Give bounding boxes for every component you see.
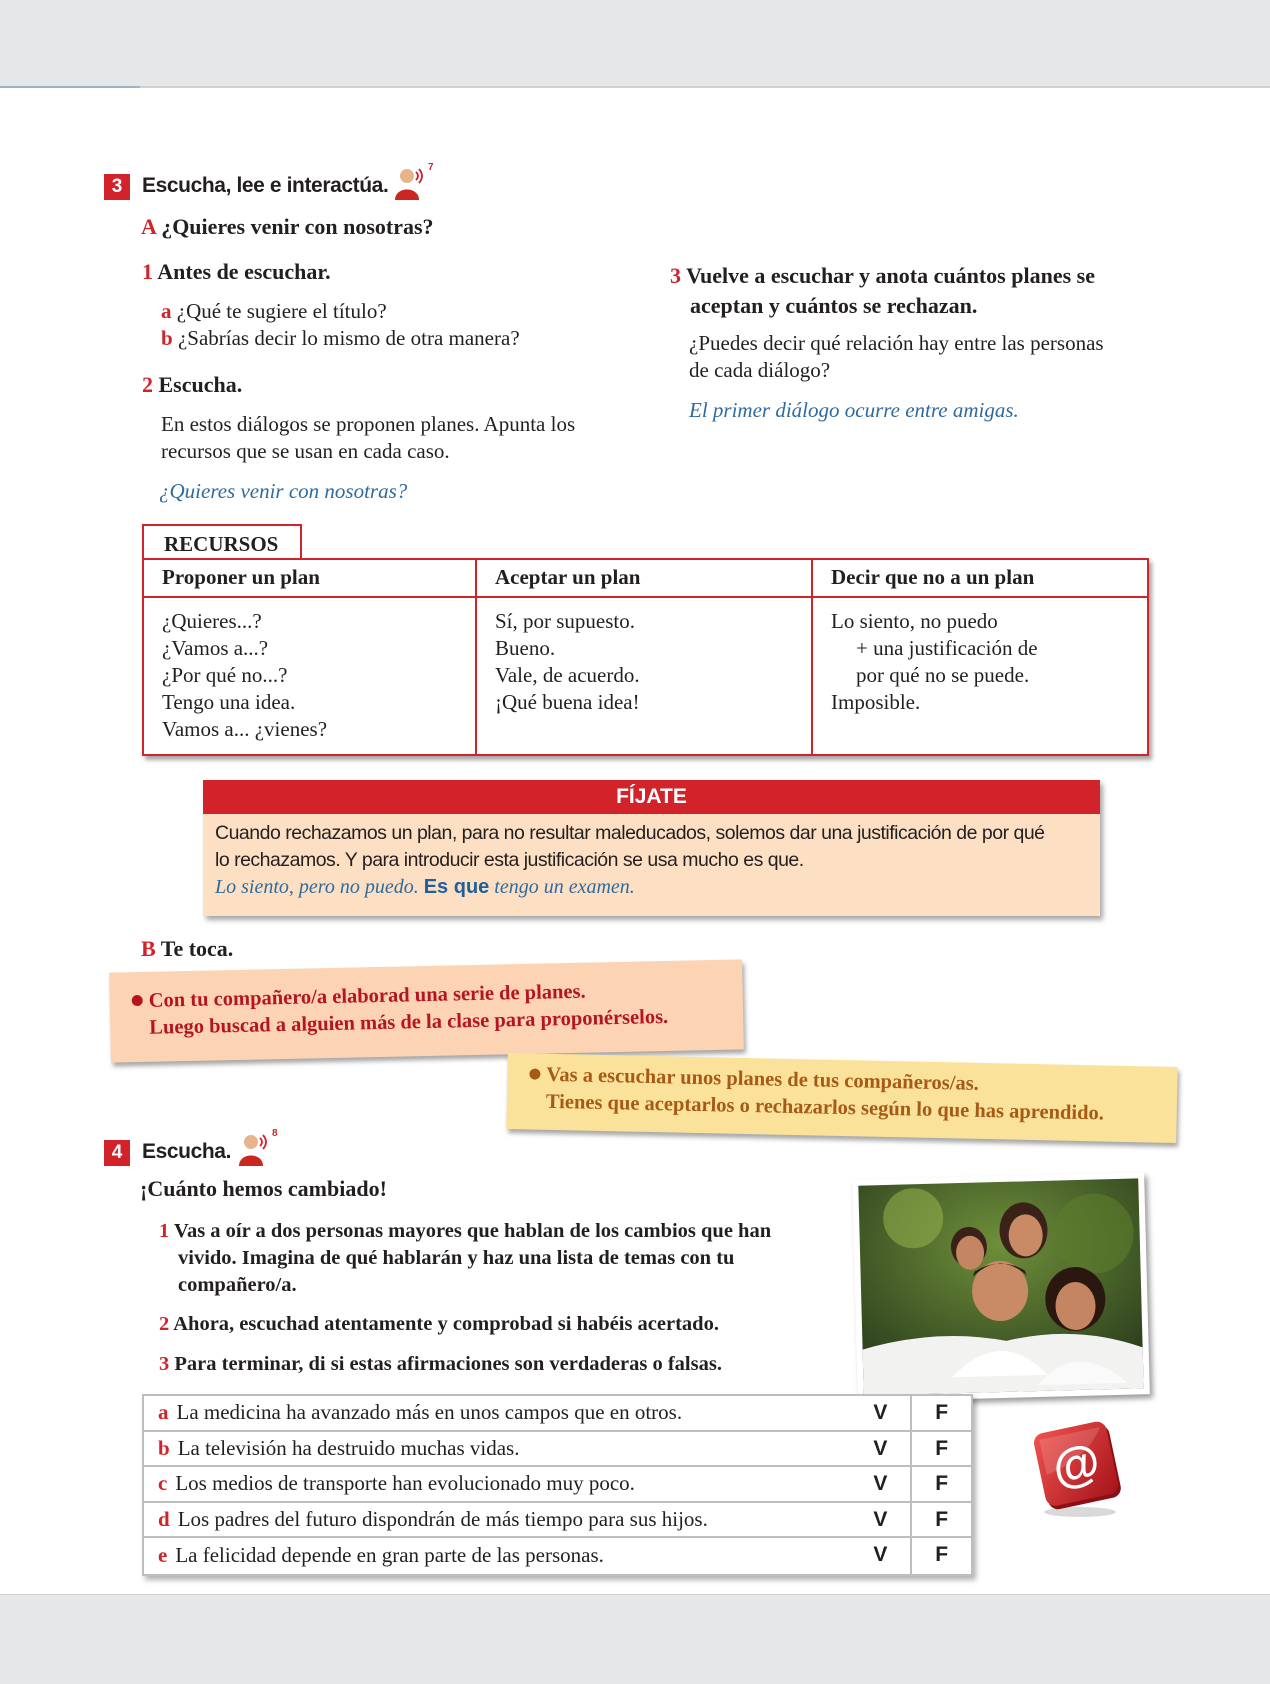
resource-item: Tengo una idea. [162,690,296,714]
fijate-example [215,874,1100,901]
statement-text: Los medios de transporte han evolucionado muy poco. [175,1471,635,1496]
text-line: En estos diálogos se proponen planes. Apunta los [161,412,576,436]
false-option[interactable]: F [910,1396,971,1430]
recursos-tab: RECURSOS [142,524,302,560]
true-option[interactable]: V [873,1543,888,1566]
example-text: tengo un examen. [494,876,635,898]
section-a-heading [141,214,434,240]
item-title: aceptan y cuántos se rechazan. [690,293,978,318]
true-false-table [142,1394,973,1576]
text-line: recursos que se usan en cada caso. [161,439,450,463]
section-title: ¿Quieres venir con nosotras? [161,214,434,239]
false-option[interactable]: F [910,1538,971,1574]
question-letter: b [161,326,173,350]
table-row [144,1503,971,1539]
column-header: Proponer un plan [144,560,475,598]
statement-text: La medicina ha avanzado más en unos campos que en otros. [176,1400,683,1425]
fijate-text: lo rechazamos. Y para introducir esta justificación se usa mucho es que. [215,849,804,871]
bullet-icon [132,995,143,1006]
column-header: Aceptar un plan [477,560,811,598]
audio-track-number: 7 [428,162,434,173]
row-letter: e [158,1543,168,1568]
item-text: Vas a oír a dos personas mayores que hablan de los cambios que han [174,1220,772,1242]
resource-item: Bueno. [495,636,556,660]
exercise-3-header [104,174,388,200]
table-row [144,1538,971,1574]
note-text: Vas a escuchar unos planes de tus compañeros/as. [546,1063,980,1095]
item-text: Para terminar, di si estas afirmaciones son verdaderas o falsas. [174,1353,722,1375]
recursos-column [144,560,475,754]
bullet-icon [529,1068,540,1079]
ex4-item-3 [159,1353,722,1376]
item-2-instructions [161,411,575,465]
fijate-text: Cuando rechazamos un plan, para no resultar maleducados, solemos dar una justificación de por qué [215,822,1045,844]
fijate-box [203,780,1100,916]
column-header: Decir que no a un plan [813,560,1147,598]
false-option[interactable]: F [910,1467,971,1501]
section-letter: A [141,214,156,239]
item-number: 1 [142,259,153,284]
ex4-item-2 [159,1313,719,1336]
fijate-title: FÍJATE [203,780,1100,814]
item-number: 3 [670,263,681,288]
item-title: Antes de escuchar. [157,259,331,284]
section-title: Te toca. [160,936,234,961]
note-text: Con tu compañero/a elaborad una serie de planes. [148,980,586,1012]
question-b [161,325,520,352]
item-3-instructions [689,330,1104,384]
svg-text:@: @ [1047,1434,1105,1496]
item-title: Vuelve a escuchar y anota cuántos planes se [686,263,1095,288]
recursos-table [142,558,1149,756]
item-number: 1 [159,1220,170,1242]
exercise-title: Escucha, lee e interactúa. [142,174,389,197]
statement-text: La televisión ha destruido muchas vidas. [177,1435,520,1460]
statement-text: La felicidad depende en gran parte de las personas. [175,1543,604,1568]
true-option[interactable]: V [873,1507,888,1531]
recursos-column [475,560,811,754]
item-2-heading [142,372,242,398]
item-text: compañero/a. [178,1274,297,1296]
row-letter: b [158,1435,170,1460]
table-row [144,1396,971,1432]
item-2-example: ¿Quieres venir con nosotras? [159,479,408,503]
audio-icon[interactable] [392,162,434,200]
question-letter: a [161,299,172,323]
resource-item: ¿Por qué no...? [162,663,288,687]
false-option[interactable]: F [910,1432,971,1466]
item-3-heading [670,261,1095,321]
question-a [161,298,387,325]
item-number: 3 [159,1353,170,1375]
item-text: vivido. Imagina de qué hablarán y haz una lista de temas con tu [178,1247,735,1269]
resource-item: + una justificación de [856,636,1038,660]
section-letter: B [141,936,156,961]
task-note-yellow [506,1053,1177,1143]
resource-item: Lo siento, no puedo [831,609,998,633]
resource-item: ¿Quieres...? [162,609,262,633]
ex4-item-1 [159,1218,771,1299]
true-option[interactable]: V [873,1401,888,1424]
item-title: Escucha. [158,372,243,397]
item-number: 2 [159,1313,170,1335]
item-1-heading [142,259,331,285]
text-line: de cada diálogo? [689,358,831,382]
statement-text: Los padres del futuro dispondrán de más tiempo para sus hijos. [177,1506,708,1531]
row-letter: a [158,1400,169,1425]
row-letter: c [158,1471,168,1496]
at-sign-icon[interactable] [1030,1420,1130,1520]
family-photo [852,1172,1150,1402]
exercise-number: 3 [104,174,130,200]
false-option[interactable]: F [910,1503,971,1537]
top-band [0,0,1270,88]
note-text: Luego buscad a alguien más de la clase para proponérselos. [149,1005,669,1039]
resource-item: por qué no se puede. [856,663,1030,687]
resource-item: Vamos a... ¿vienes? [162,717,328,741]
task-note-pink [109,959,744,1062]
exercise-4-subtitle: ¡Cuánto hemos cambiado! [140,1176,387,1201]
exercise-4-header [104,1140,231,1166]
item-number: 2 [142,372,153,397]
table-row [144,1467,971,1503]
exercise-number: 4 [104,1140,130,1166]
true-option[interactable]: V [873,1436,888,1460]
resource-item: Sí, por supuesto. [495,609,636,633]
resource-item: ¡Qué buena idea! [495,690,640,714]
text-line: ¿Puedes decir qué relación hay entre las personas [689,331,1104,355]
audio-track-number: 8 [272,1128,278,1139]
true-option[interactable]: V [873,1472,888,1495]
resource-item: ¿Vamos a...? [162,636,269,660]
resource-item: Imposible. [831,690,921,714]
question-text: ¿Qué te sugiere el título? [176,299,387,323]
note-text: Tienes que aceptarlos o rechazarlos según lo que has aprendido. [545,1090,1105,1125]
audio-icon[interactable] [236,1128,278,1166]
row-letter: d [158,1506,170,1531]
item-3-example: El primer diálogo ocurre entre amigas. [689,398,1019,422]
exercise-title: Escucha. [142,1140,232,1163]
table-row [144,1432,971,1468]
example-highlight: Es que [423,876,490,898]
section-b-heading [141,936,233,962]
example-text: Lo siento, pero no puedo. [215,876,419,898]
item-text: Ahora, escuchad atentamente y comprobad si habéis acertado. [173,1313,719,1335]
bottom-band [0,1594,1270,1684]
resource-item: Vale, de acuerdo. [495,663,640,687]
question-text: ¿Sabrías decir lo mismo de otra manera? [177,326,520,350]
recursos-column [811,560,1147,754]
